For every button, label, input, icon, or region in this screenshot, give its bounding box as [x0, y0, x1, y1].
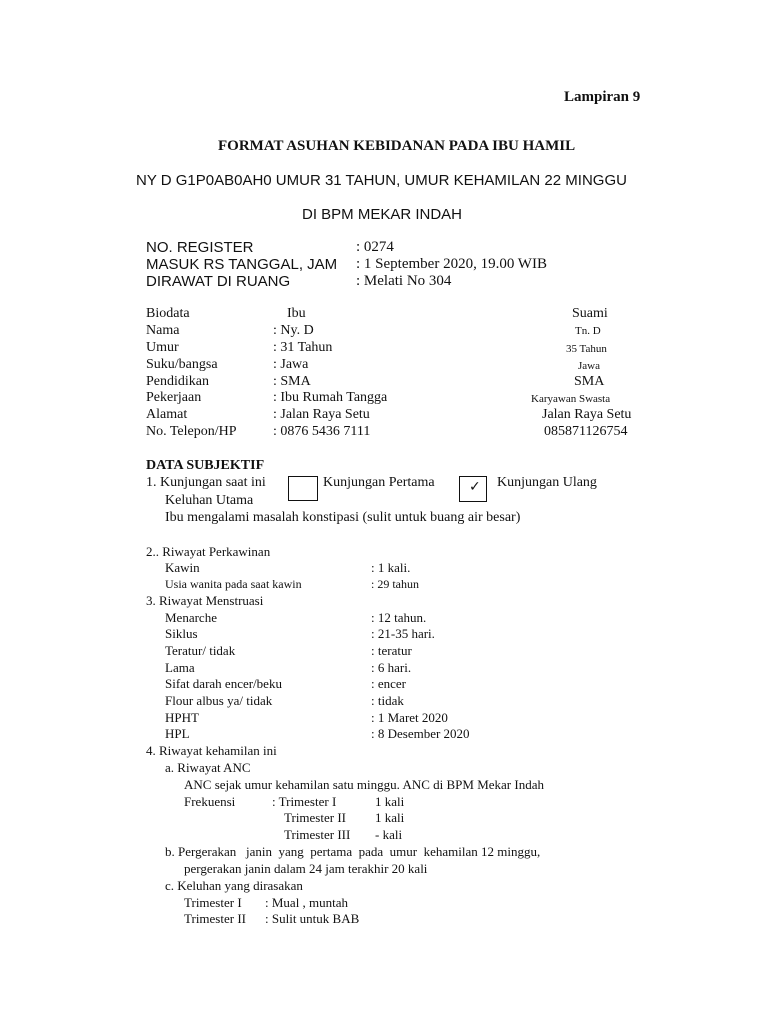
biodata-label: Pendidikan	[146, 374, 209, 389]
biodata-ibu-value: : Jawa	[273, 357, 309, 372]
fetal-movement-line-1: b. Pergerakan janin yang pertama pada umur kehamilan 12 minggu,	[165, 844, 541, 859]
menstruation-value: : 12 tahun.	[371, 610, 427, 625]
menstruation-label: Teratur/ tidak	[165, 643, 236, 658]
biodata-label: Nama	[146, 323, 180, 338]
menstruation-value: : 21-35 hari.	[371, 626, 435, 641]
menstruation-label: Lama	[165, 660, 195, 675]
section-heading-subjective: DATA SUBJEKTIF	[146, 458, 265, 473]
menstruation-label: Menarche	[165, 610, 217, 625]
menstruation-value: : tidak	[371, 693, 404, 708]
biodata-ibu-value: : Jalan Raya Setu	[273, 407, 370, 422]
first-visit-label: Kunjungan Pertama	[323, 475, 435, 490]
biodata-label: No. Telepon/HP	[146, 424, 237, 439]
first-visit-checkbox[interactable]	[288, 476, 318, 501]
anc-heading: a. Riwayat ANC	[165, 760, 251, 775]
ward-value: : Melati No 304	[356, 273, 452, 289]
location-line: DI BPM MEKAR INDAH	[302, 206, 463, 223]
menstruation-label: Sifat darah encer/beku	[165, 676, 282, 691]
biodata-suami-value: 085871126754	[544, 424, 628, 439]
patient-subtitle: NY D G1P0AB0AH0 UMUR 31 TAHUN, UMUR KEHAMILAN 22 MINGGU	[136, 172, 627, 189]
biodata-label: Suku/bangsa	[146, 357, 218, 372]
marriage-value: : 1 kali.	[371, 560, 411, 575]
menstruation-label: Siklus	[165, 626, 198, 641]
main-complaint-label: Keluhan Utama	[165, 493, 254, 508]
pregnancy-heading: 4. Riwayat kehamilan ini	[146, 743, 277, 758]
frequency-label: Frekuensi	[184, 794, 236, 809]
complaint-trimester-value: : Mual , muntah	[265, 895, 349, 910]
trimester-value: 1 kali	[375, 794, 405, 809]
menstruation-heading: 3. Riwayat Menstruasi	[146, 593, 264, 608]
check-mark-icon: ✓	[469, 479, 481, 495]
admission-label: MASUK RS TANGGAL, JAM	[146, 256, 338, 273]
biodata-header-ibu: Ibu	[287, 306, 306, 321]
complaints-heading: c. Keluhan yang dirasakan	[165, 878, 303, 893]
menstruation-value: : 6 hari.	[371, 660, 412, 675]
biodata-suami-value: Karyawan Swasta	[531, 393, 611, 405]
visit-label: 1. Kunjungan saat ini	[146, 475, 266, 490]
trimester-value: 1 kali	[375, 810, 405, 825]
biodata-ibu-value: : Ny. D	[273, 323, 314, 338]
register-label: NO. REGISTER	[146, 239, 254, 256]
trimester-label: Trimester II	[284, 810, 346, 825]
biodata-ibu-value: : SMA	[273, 374, 311, 389]
biodata-suami-value: 35 Tahun	[566, 343, 607, 355]
menstruation-label: HPHT	[165, 710, 199, 725]
return-visit-checkbox[interactable]	[459, 476, 487, 502]
main-complaint-text: Ibu mengalami masalah konstipasi (sulit untuk buang air besar)	[165, 510, 521, 525]
marriage-label: Kawin	[165, 560, 200, 575]
biodata-suami-value: Jalan Raya Setu	[542, 407, 632, 422]
fetal-movement-line-2: pergerakan janin dalam 24 jam terakhir 20 kali	[184, 861, 428, 876]
biodata-header-suami: Suami	[572, 306, 608, 321]
menstruation-label: HPL	[165, 726, 190, 741]
menstruation-value: : 1 Maret 2020	[371, 710, 448, 725]
document-title: FORMAT ASUHAN KEBIDANAN PADA IBU HAMIL	[218, 138, 576, 154]
marriage-heading: 2.. Riwayat Perkawinan	[146, 544, 271, 559]
biodata-label: Alamat	[146, 407, 188, 422]
biodata-ibu-value: : 0876 5436 7111	[273, 424, 371, 439]
complaint-trimester-label: Trimester II	[184, 911, 246, 926]
biodata-suami-value: Jawa	[578, 360, 600, 372]
biodata-ibu-value: : Ibu Rumah Tangga	[273, 390, 388, 405]
register-value: : 0274	[356, 239, 394, 255]
return-visit-label: Kunjungan Ulang	[497, 475, 597, 490]
appendix-label: Lampiran 9	[564, 89, 641, 105]
anc-text: ANC sejak umur kehamilan satu minggu. ANC di BPM Mekar Indah	[184, 777, 544, 792]
biodata-label: Umur	[146, 340, 179, 355]
biodata-header: Biodata	[146, 306, 190, 321]
menstruation-value: : teratur	[371, 643, 412, 658]
trimester-label: Trimester III	[284, 827, 351, 842]
marriage-value: : 29 tahun	[371, 577, 419, 591]
trimester-label: : Trimester I	[272, 794, 337, 809]
complaint-trimester-label: Trimester I	[184, 895, 242, 910]
ward-label: DIRAWAT DI RUANG	[146, 273, 291, 290]
menstruation-value: : 8 Desember 2020	[371, 726, 470, 741]
biodata-ibu-value: : 31 Tahun	[273, 340, 333, 355]
biodata-suami-value: Tn. D	[575, 325, 601, 337]
trimester-value: - kali	[375, 827, 403, 842]
biodata-label: Pekerjaan	[146, 390, 202, 405]
biodata-suami-value: SMA	[574, 374, 605, 389]
complaint-trimester-value: : Sulit untuk BAB	[265, 911, 360, 926]
marriage-label: Usia wanita pada saat kawin	[165, 577, 302, 591]
menstruation-label: Flour albus ya/ tidak	[165, 693, 273, 708]
admission-value: : 1 September 2020, 19.00 WIB	[356, 256, 547, 272]
menstruation-value: : encer	[371, 676, 407, 691]
